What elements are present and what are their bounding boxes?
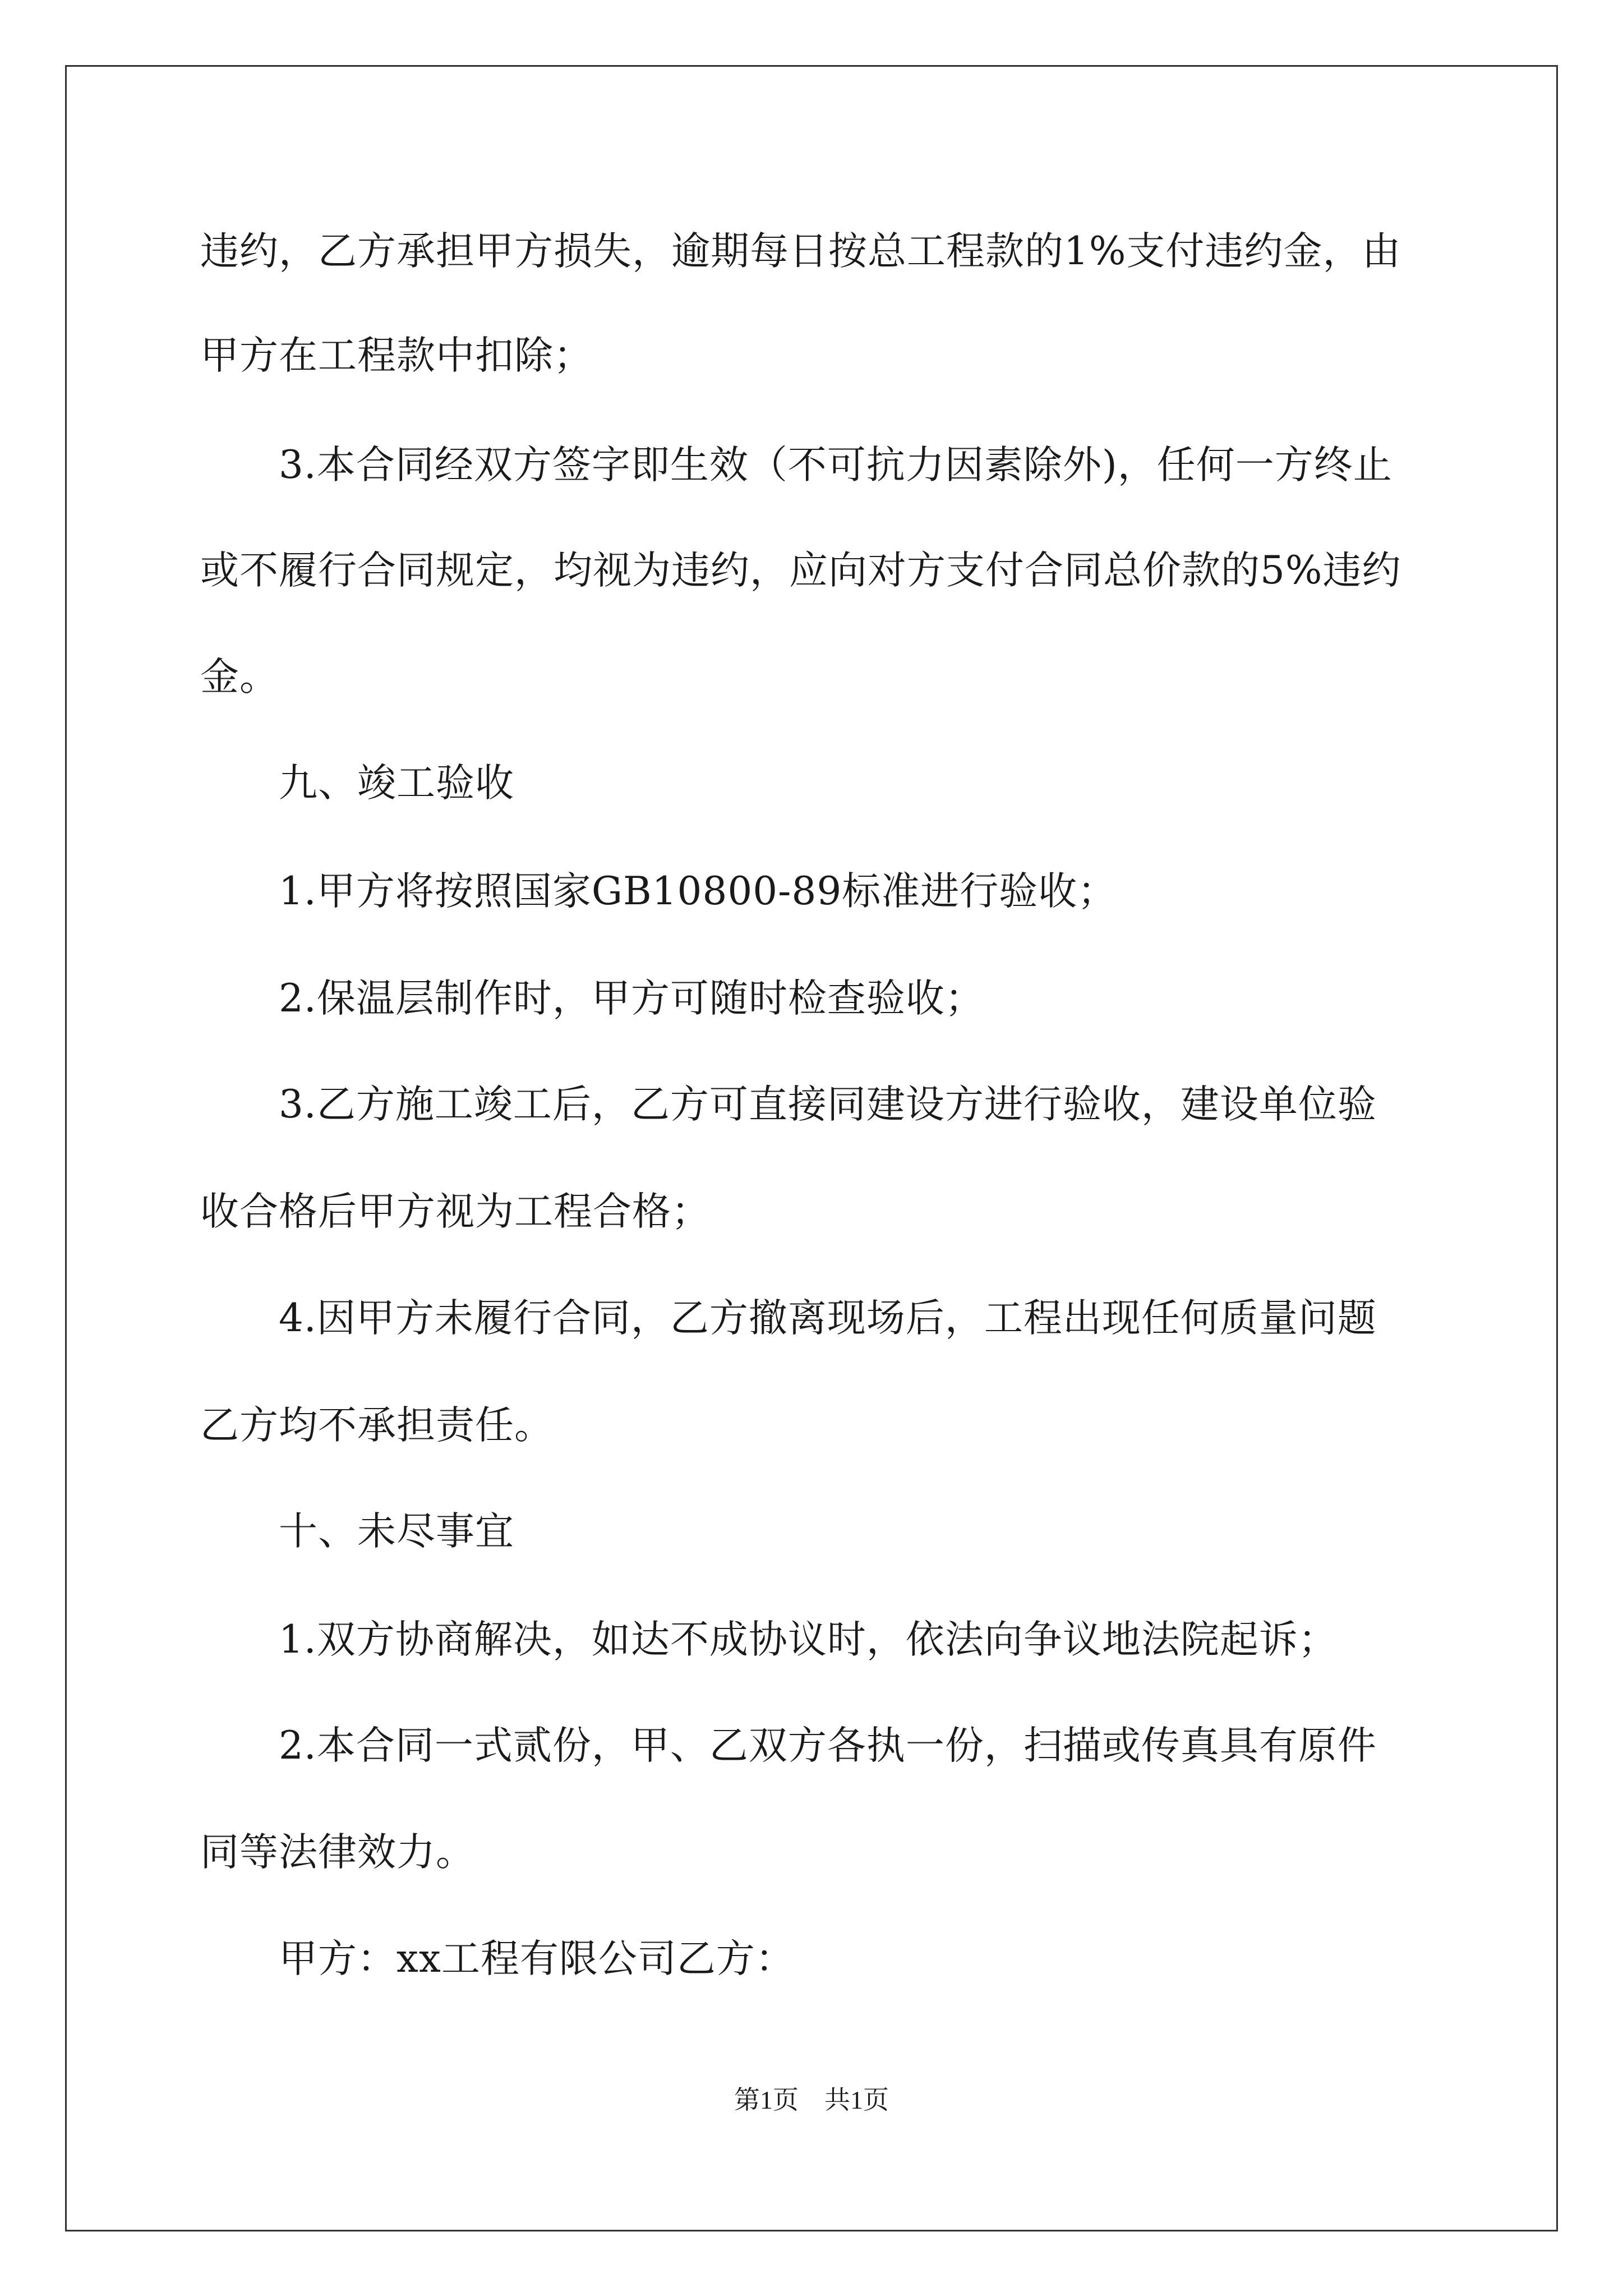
body-line-1: 违约，乙方承担甲方损失，逾期每日按总工程款的1%支付违约金，由 bbox=[200, 229, 1401, 274]
section-heading-9: 九、竣工验收 bbox=[279, 761, 514, 806]
signature-line: 甲方：xx工程有限公司乙方： bbox=[279, 1936, 795, 1981]
clause-9-4-line-2: 乙方均不承担责任。 bbox=[200, 1403, 554, 1448]
clause-10-2-line-1: 2.本合同一式贰份，甲、乙双方各执一份，扫描或传真具有原件 bbox=[279, 1723, 1377, 1768]
clause-9-3-line-2: 收合格后甲方视为工程合格； bbox=[200, 1189, 711, 1234]
clause-9-4-line-1: 4.因甲方未履行合同，乙方撤离现场后，工程出现任何质量问题 bbox=[279, 1296, 1377, 1341]
clause-8-3-line-2: 或不履行合同规定，均视为违约，应向对方支付合同总价款的5%违约 bbox=[200, 548, 1401, 593]
clause-9-3-line-1: 3.乙方施工竣工后，乙方可直接同建设方进行验收，建设单位验 bbox=[279, 1082, 1377, 1127]
body-line-2: 甲方在工程款中扣除； bbox=[200, 333, 593, 378]
clause-8-3-line-3: 金。 bbox=[200, 655, 279, 700]
clause-10-2-line-2: 同等法律效力。 bbox=[200, 1830, 475, 1875]
clause-10-1: 1.双方协商解决，如达不成协议时，依法向争议地法院起诉； bbox=[279, 1617, 1338, 1662]
clause-9-2: 2.保温层制作时，甲方可随时检查验收； bbox=[279, 976, 984, 1021]
page-border bbox=[65, 65, 1558, 2231]
clause-8-3-line-1: 3.本合同经双方签字即生效（不可抗力因素除外)，任何一方终止 bbox=[279, 443, 1393, 487]
page-number-footer: 第1页 共1页 bbox=[734, 2086, 889, 2114]
clause-9-1: 1.甲方将按照国家GB10800-89标准进行验收； bbox=[279, 869, 1117, 914]
section-heading-10: 十、未尽事宜 bbox=[279, 1509, 514, 1554]
